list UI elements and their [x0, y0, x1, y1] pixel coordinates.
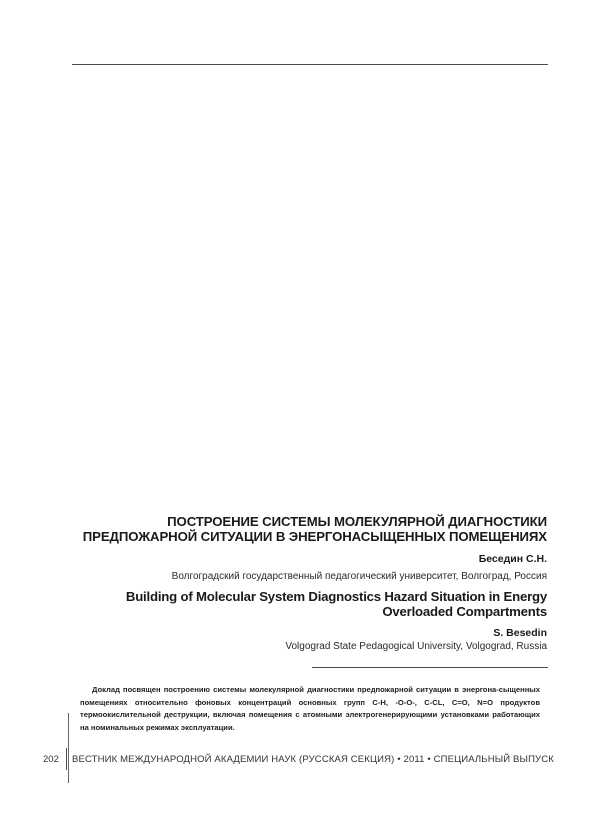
article-title-ru [77, 514, 547, 544]
running-head: ВЕСТНИК МЕЖДУНАРОДНОЙ АКАДЕМИИ НАУК (РУССКАЯ СЕКЦИЯ) • 2011 • СПЕЦИАЛЬНЫЙ ВЫПУСК [72, 754, 554, 765]
title-ru-line-2: ПРЕДПОЖАРНОЙ СИТУАЦИИ В ЭНЕРГОНАСЫЩЕННЫХ ПОМЕЩЕНИЯХ [82, 529, 547, 544]
title-en-line-1: Building of Molecular System Diagnostics Hazard Situation in Energy [125, 589, 547, 604]
footer-divider [66, 748, 67, 770]
title-ru-line-1: ПОСТРОЕНИЕ СИСТЕМЫ МОЛЕКУЛЯРНОЙ ДИАГНОСТИКИ [167, 514, 547, 529]
affiliation-en: Volgograd State Pedagogical University, Volgograd, Russia [285, 641, 547, 652]
title-en-line-2: Overloaded Compartments [382, 604, 547, 619]
affiliation-ru: Волгоградский государственный педагогический университет, Волгоград, Россия [171, 571, 547, 582]
page-number: 202 [43, 754, 59, 765]
article-title-en [77, 589, 547, 619]
abstract-text: Доклад посвящен построению системы молекулярной диагностики предпожарной ситуации в энергона-сыщенных помещениях относительно фоновых концентраций основных групп С-Н, -О-О-, С-СL, С=О, N=О продуктов термоокислительной деструкции, включая помещения с атомными электрогенерирующими установками работающих на номинальных режимах эксплуатации. [80, 685, 540, 732]
author-ru: Беседин С.Н. [478, 553, 547, 565]
author-en: S. Besedin [493, 627, 547, 639]
section-divider [312, 667, 548, 668]
abstract-margin-bar [68, 713, 69, 783]
top-divider [72, 64, 548, 65]
